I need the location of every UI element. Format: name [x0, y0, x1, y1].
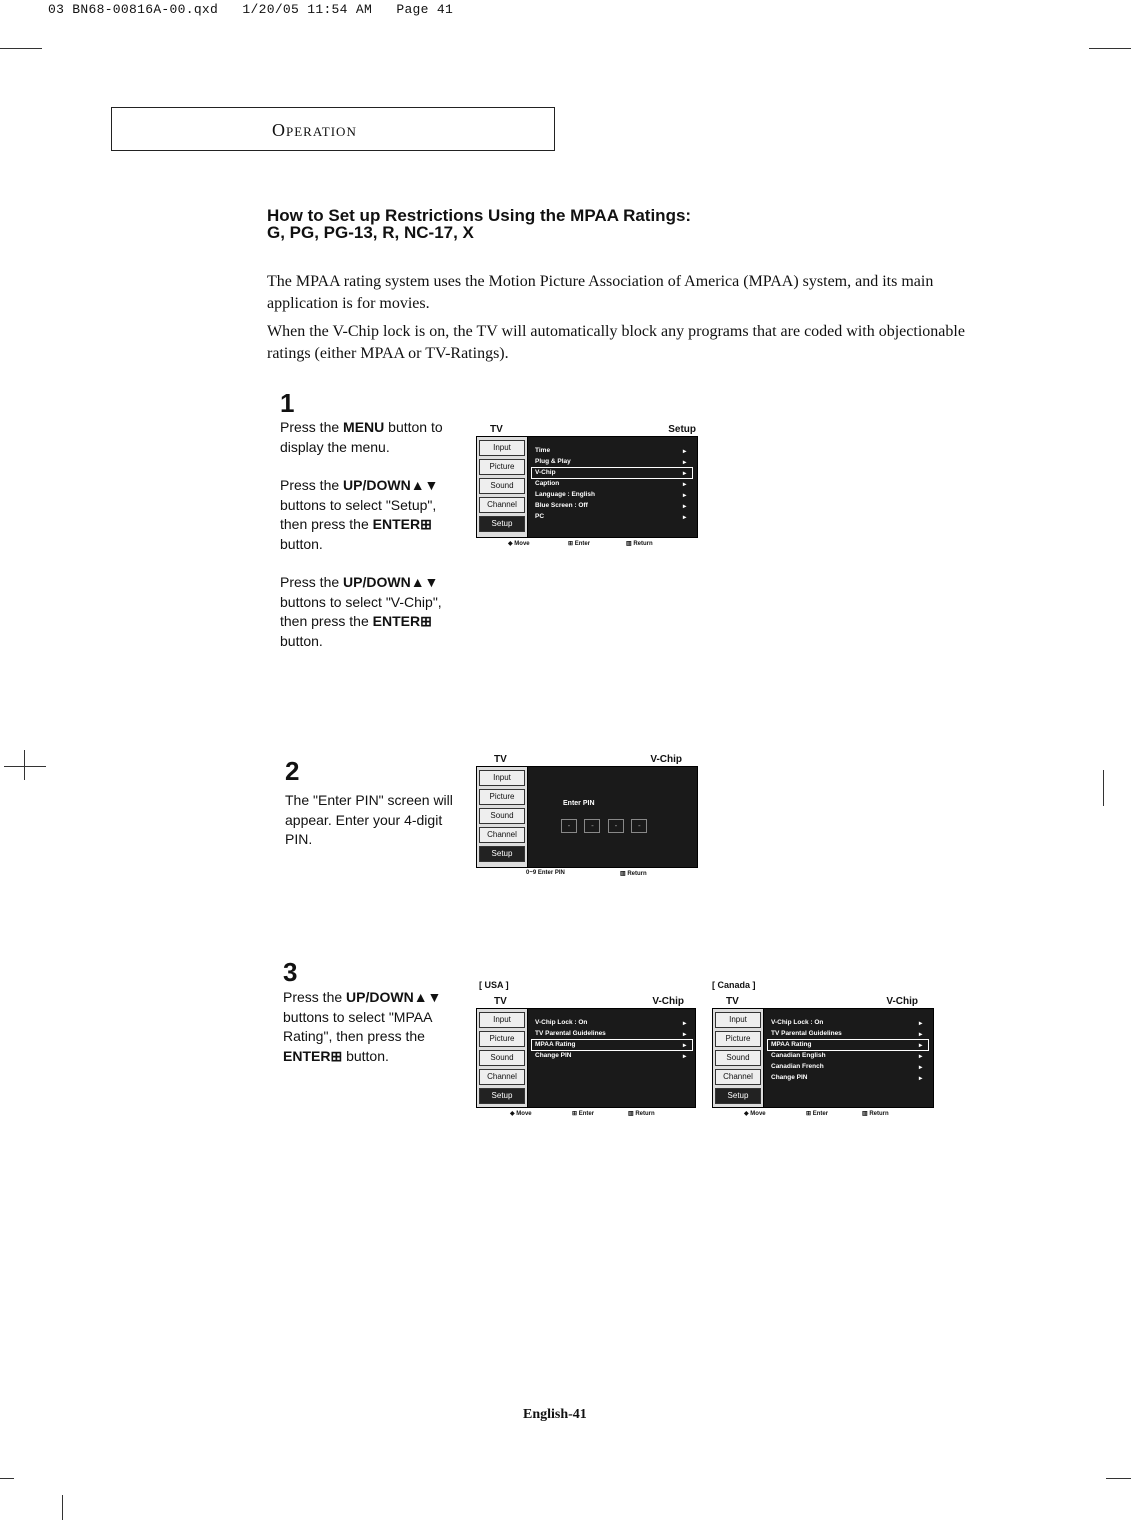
step-text: [285, 791, 460, 869]
screen-tv-label: TV: [726, 996, 739, 1007]
menu-item[interactable]: MPAA Rating: [535, 1041, 576, 1048]
heading-line-2: G, PG, PG-13, R, NC-17, X: [267, 223, 474, 242]
menu-item[interactable]: Time: [535, 447, 551, 454]
instruction-text: Press the: [280, 477, 344, 493]
button-name: UP/DOWN▲▼: [346, 989, 442, 1005]
button-name: ENTER⊞: [372, 613, 432, 629]
screen-menu-title: V-Chip: [886, 996, 918, 1007]
menu-arrow-icon: ▸: [919, 1075, 923, 1082]
pin-digit[interactable]: -: [631, 819, 647, 833]
menu-item[interactable]: Canadian French: [771, 1063, 824, 1070]
registration-mark: [24, 750, 25, 780]
enter-pin-screenshot: [476, 753, 698, 883]
menu-item[interactable]: V-Chip: [535, 469, 556, 476]
screen-menu-title: Setup: [668, 424, 696, 435]
side-menu-sound-icon[interactable]: Sound: [715, 1050, 761, 1066]
crop-mark: [0, 1478, 14, 1479]
crop-mark: [62, 1495, 63, 1520]
page-heading: [267, 207, 967, 241]
tv-screen: [476, 436, 698, 538]
menu-item[interactable]: Change PIN: [771, 1074, 808, 1081]
menu-item[interactable]: MPAA Rating: [771, 1041, 812, 1048]
tv-screen: [712, 1008, 934, 1108]
menu-arrow-icon: ▸: [683, 492, 687, 499]
tv-side-menu: [477, 1009, 528, 1107]
instruction-text: button to display the menu.: [280, 419, 443, 455]
intro-paragraph-1: The MPAA rating system uses the Motion Picture Association of America (MPAA) system, and its main application is for movies.: [267, 273, 934, 312]
side-menu-setup-icon[interactable]: Setup: [479, 1088, 525, 1104]
menu-item[interactable]: V-Chip Lock : On: [771, 1019, 824, 1026]
registration-mark: [4, 766, 46, 767]
menu-item[interactable]: Plug & Play: [535, 458, 571, 465]
footer-hint: ◆ Move: [744, 1111, 766, 1117]
menu-arrow-icon: ▸: [919, 1042, 923, 1049]
button-name: ENTER⊞: [283, 1047, 343, 1064]
footer-hint: ◆ Move: [508, 541, 530, 547]
button-name: MENU: [343, 419, 385, 435]
menu-arrow-icon: ▸: [683, 1031, 687, 1038]
side-menu-picture-icon[interactable]: Picture: [479, 459, 525, 475]
menu-arrow-icon: ▸: [919, 1020, 923, 1027]
menu-item[interactable]: Canadian English: [771, 1052, 826, 1059]
crop-mark: [0, 48, 42, 49]
pin-digit-boxes: [561, 815, 647, 833]
button-name: UP/DOWN▲▼: [343, 477, 439, 493]
button-name: ENTER⊞: [372, 516, 432, 532]
pin-digit[interactable]: -: [561, 819, 577, 833]
instruction-text: Press the: [280, 419, 344, 435]
footer-hint: ◆ Move: [510, 1111, 532, 1117]
instruction-text: button.: [280, 632, 323, 649]
instruction-text: buttons to select "MPAA Rating", then press the: [283, 1008, 432, 1044]
menu-arrow-icon: ▸: [683, 1042, 687, 1049]
instruction-text: Press the: [280, 574, 344, 590]
side-menu-setup-icon[interactable]: Setup: [479, 846, 525, 862]
menu-item[interactable]: PC: [535, 513, 545, 520]
menu-item[interactable]: V-Chip Lock : On: [535, 1019, 588, 1026]
pin-prompt: Enter PIN: [563, 800, 595, 807]
footer-hint: ⊞ Enter: [572, 1111, 595, 1117]
page-number: English-41: [523, 1407, 587, 1422]
side-menu-picture-icon[interactable]: Picture: [479, 789, 525, 805]
footer-hint: ▥ Return: [620, 871, 647, 877]
tv-screen: [476, 766, 698, 868]
menu-arrow-icon: ▸: [683, 1053, 687, 1060]
instruction-text: Press the: [283, 989, 347, 1005]
screen-menu-title: V-Chip: [652, 996, 684, 1007]
tv-screen: [476, 1008, 696, 1108]
screen-tv-label: TV: [494, 754, 507, 765]
crop-mark: [1106, 1478, 1131, 1479]
step-instruction: [280, 573, 455, 651]
intro-paragraph-2: When the V-Chip lock is on, the TV will automatically block any programs that are coded with objectionable ratings (either MPAA or TV-Ratings).: [267, 323, 965, 362]
menu-arrow-icon: ▸: [919, 1053, 923, 1060]
side-menu-input-icon[interactable]: Input: [479, 770, 525, 786]
section-title: Operation: [272, 120, 357, 140]
screen-menu-title: V-Chip: [650, 754, 682, 765]
screen-tv-label: TV: [494, 996, 507, 1007]
menu-item[interactable]: Language : English: [535, 491, 595, 498]
footer-hint: 0~9 Enter PIN: [526, 870, 565, 876]
footer-hint: ▥ Return: [626, 541, 653, 547]
side-menu-sound-icon[interactable]: Sound: [479, 1050, 525, 1066]
footer-hint: ▥ Return: [862, 1111, 889, 1117]
step-number: 2: [285, 756, 300, 786]
side-menu-channel-icon[interactable]: Channel: [479, 827, 525, 843]
pin-digit[interactable]: -: [584, 819, 600, 833]
setup-menu-screenshot: [476, 422, 698, 552]
side-menu-sound-icon[interactable]: Sound: [479, 808, 525, 824]
menu-arrow-icon: ▸: [683, 481, 687, 488]
side-menu-channel-icon[interactable]: Channel: [479, 1069, 525, 1085]
footer-hint: ▥ Return: [628, 1111, 655, 1117]
menu-arrow-icon: ▸: [683, 470, 687, 477]
menu-arrow-icon: ▸: [683, 514, 687, 521]
region-label-canada: [ Canada ]: [712, 980, 756, 990]
side-menu-input-icon[interactable]: Input: [479, 1012, 525, 1028]
canada-vchip-screenshot: [710, 994, 934, 1124]
button-name: UP/DOWN▲▼: [343, 574, 439, 590]
pin-digit[interactable]: -: [608, 819, 624, 833]
step-number: 3: [283, 957, 298, 987]
step-instruction: [280, 476, 455, 554]
menu-item[interactable]: TV Parental Guidelines: [535, 1030, 606, 1037]
print-slug: 03 BN68-00816A-00.qxd 1/20/05 11:54 AM Page 41: [48, 2, 454, 17]
side-menu-channel-icon[interactable]: Channel: [715, 1069, 761, 1085]
side-menu-setup-icon[interactable]: Setup: [715, 1088, 761, 1104]
instruction-text: buttons to select "V-Chip", then press the: [280, 593, 442, 629]
side-menu-input-icon[interactable]: Input: [479, 440, 525, 456]
tv-side-menu: [477, 437, 528, 537]
step-instruction: [285, 791, 460, 850]
screen-tv-label: TV: [490, 424, 503, 435]
menu-arrow-icon: ▸: [919, 1064, 923, 1071]
menu-arrow-icon: ▸: [683, 448, 687, 455]
instruction-text: button.: [280, 535, 323, 552]
tv-side-menu: [477, 767, 528, 867]
menu-arrow-icon: ▸: [919, 1031, 923, 1038]
usa-vchip-screenshot: [476, 994, 698, 1124]
step-instruction: [283, 988, 458, 1066]
menu-arrow-icon: ▸: [683, 459, 687, 466]
step-instruction: [280, 418, 455, 457]
registration-mark: [1103, 770, 1104, 806]
menu-item[interactable]: TV Parental Guidelines: [771, 1030, 842, 1037]
menu-item[interactable]: Caption: [535, 480, 560, 487]
heading-line-1: How to Set up Restrictions Using the MPAA Ratings:: [267, 206, 692, 225]
side-menu-input-icon[interactable]: Input: [715, 1012, 761, 1028]
instruction-text: button.: [342, 1047, 389, 1064]
side-menu-sound-icon[interactable]: Sound: [479, 478, 525, 494]
menu-item[interactable]: Blue Screen : Off: [535, 502, 588, 509]
side-menu-picture-icon[interactable]: Picture: [715, 1031, 761, 1047]
tv-side-menu: [713, 1009, 764, 1107]
region-label-usa: [ USA ]: [479, 980, 509, 990]
footer-hint: ⊞ Enter: [806, 1111, 829, 1117]
menu-arrow-icon: ▸: [683, 1020, 687, 1027]
step-number: 1: [280, 388, 295, 418]
instruction-text: buttons to select "Setup", then press the: [280, 496, 437, 532]
instruction-text: The "Enter PIN" screen will appear. Enter your 4-digit PIN.: [285, 792, 453, 847]
step-text: [283, 988, 458, 1085]
step-text: [280, 418, 455, 670]
side-menu-picture-icon[interactable]: Picture: [479, 1031, 525, 1047]
menu-arrow-icon: ▸: [683, 503, 687, 510]
side-menu-channel-icon[interactable]: Channel: [479, 497, 525, 513]
crop-mark: [1089, 48, 1131, 49]
menu-item[interactable]: Change PIN: [535, 1052, 572, 1059]
footer-hint: ⊞ Enter: [568, 541, 591, 547]
side-menu-setup-icon[interactable]: Setup: [479, 516, 525, 532]
